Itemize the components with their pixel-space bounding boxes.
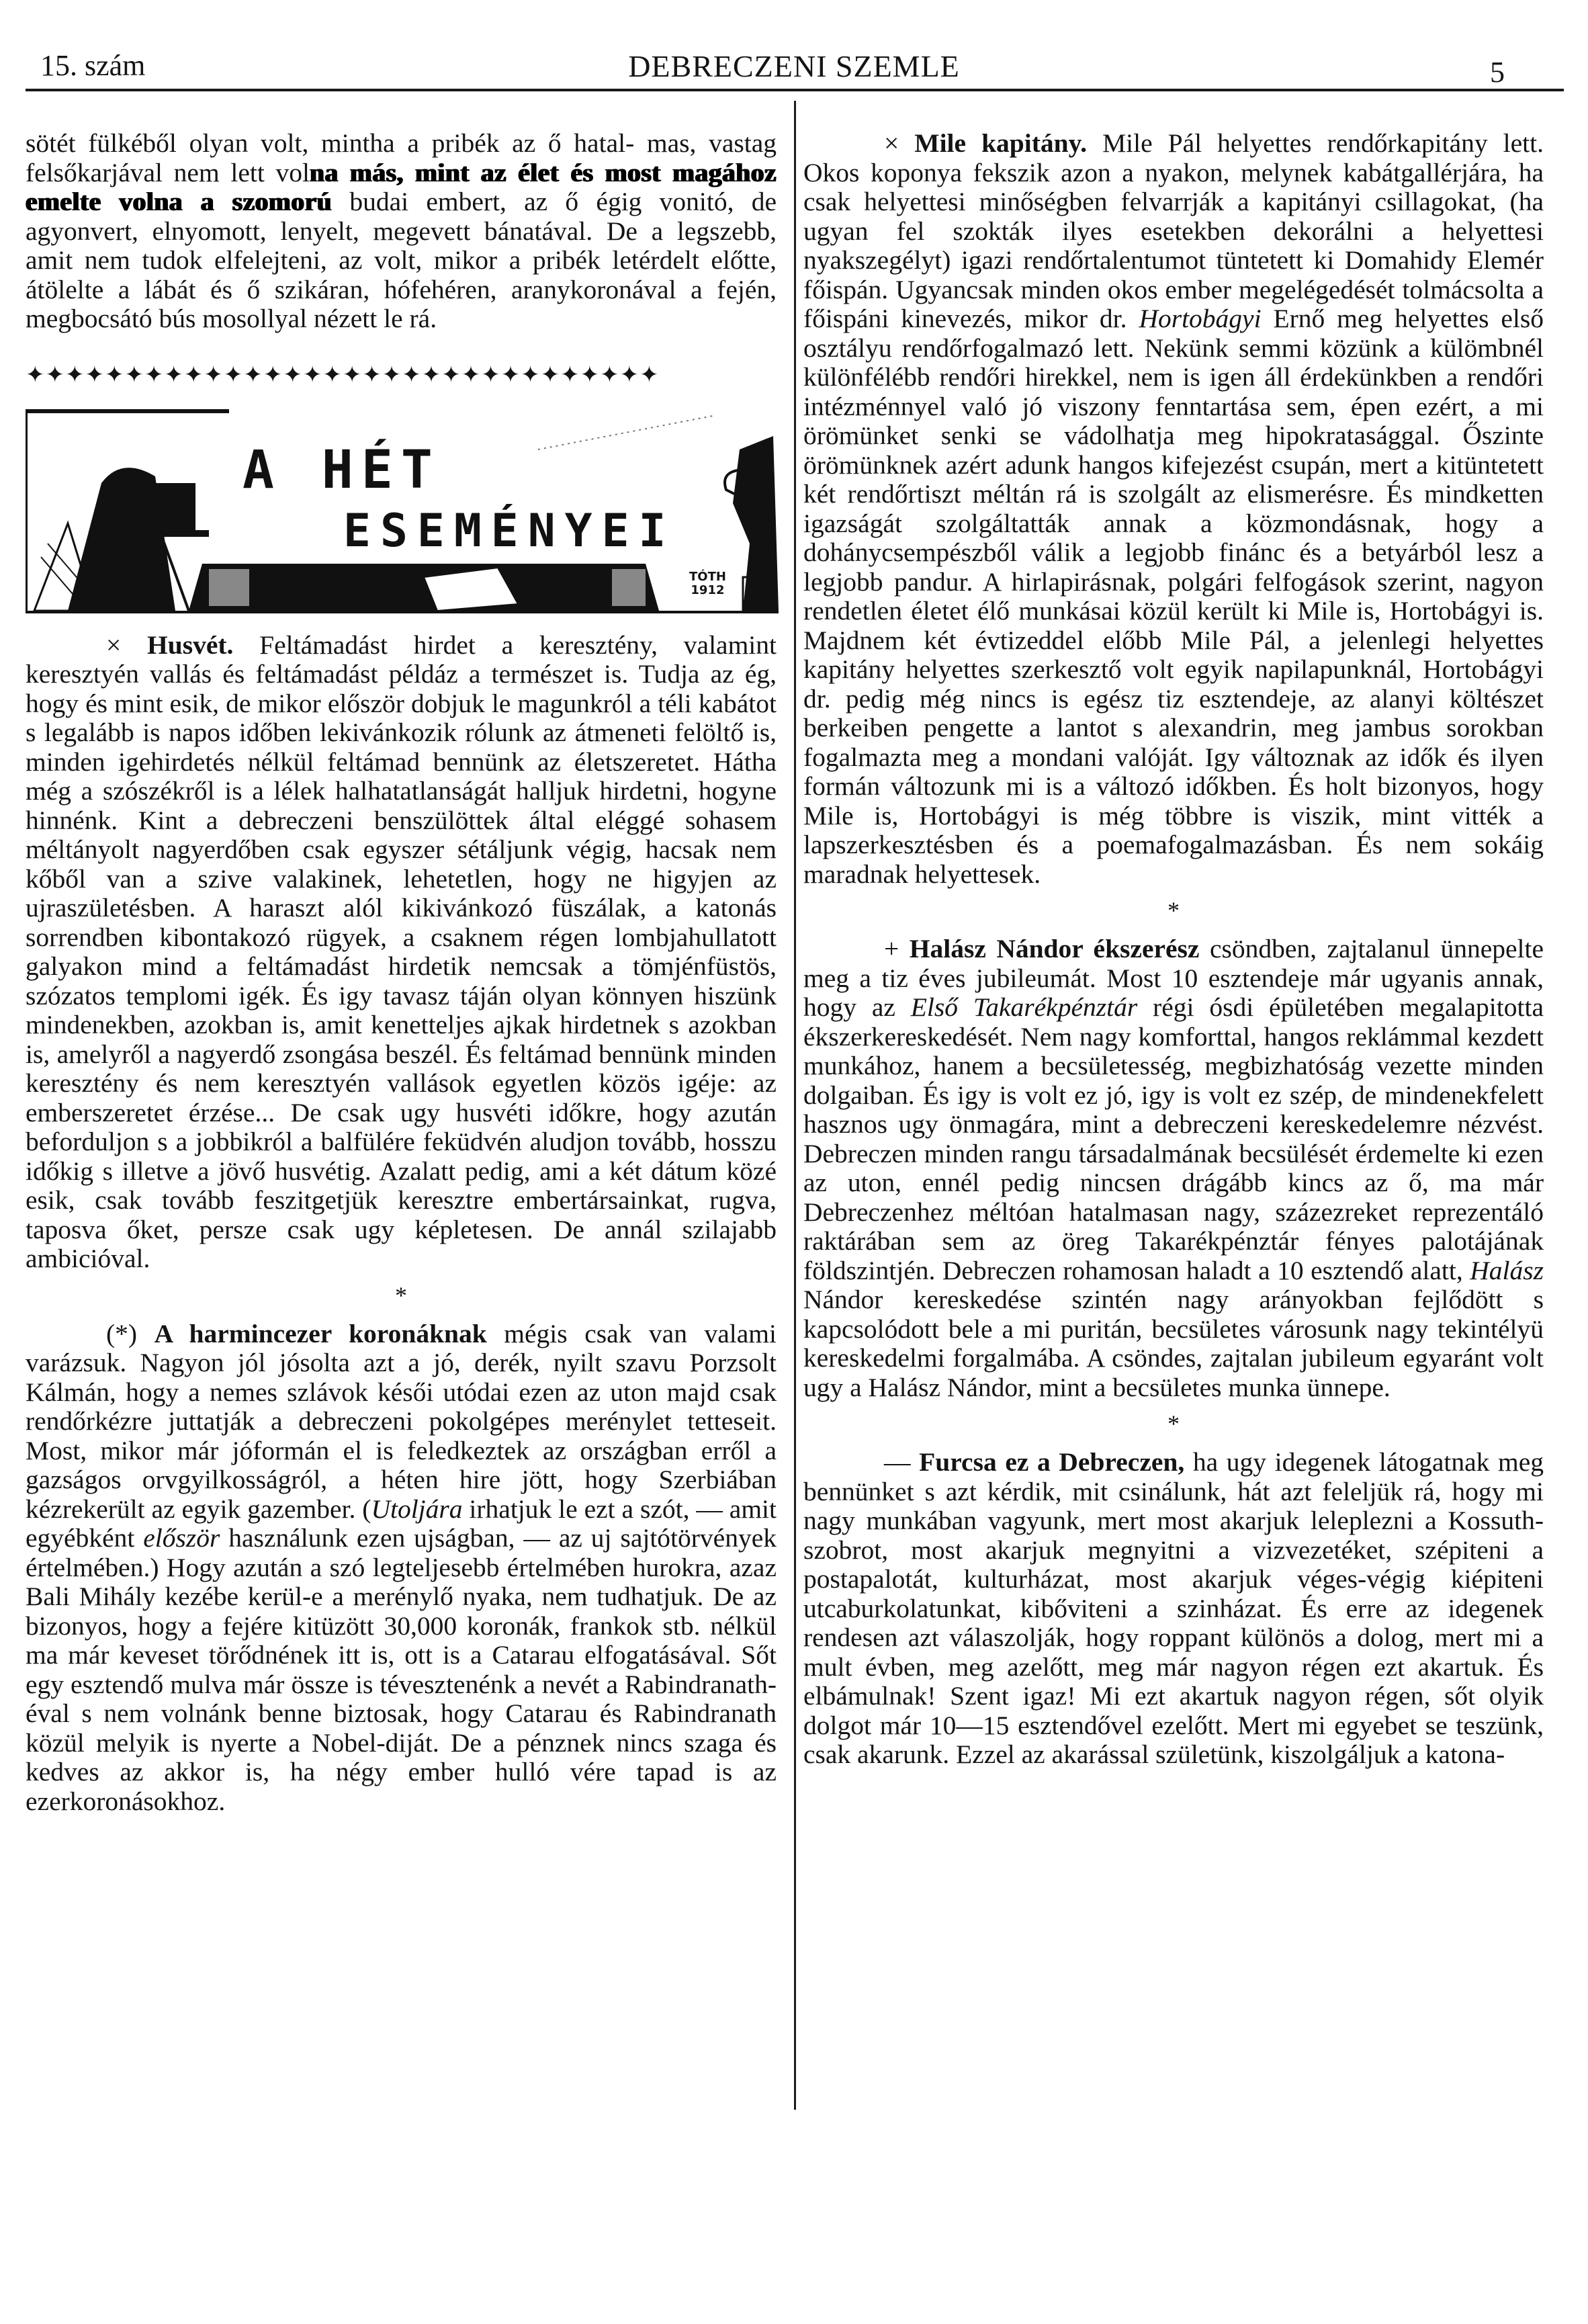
article-italic-2: Halász [1470,1255,1544,1285]
illustration-title-line-1: A HÉT [242,439,441,501]
ornamental-divider: ✦✦✦✦✦✦✦✦✦✦✦✦✦✦✦✦✦✦✦✦✦✦✦✦✦✦✦✦✦✦✦✦ [26,362,660,388]
page-header [0,0,1588,101]
article-italic-2: először [143,1523,220,1553]
article-marker: — [884,1447,911,1477]
article-body: ha ugy idegenek látogatnak meg bennünket s azt kérdik, mit csinálunk, hát azt feleljük rá, hogy mi nagy munkában vagyunk, mert most akarjuk leleplezni a Kossuth-szobrot, most akarjuk megnyitni a vizvezetéket, szépiteni a postapalotát, kulturházat, most akarjuk véges-végig kiépiteni utcaburkolatunkat, kibőviteni a szinházat. És erre az idegenek rendesen azt válaszolják, hogy roppant különös a dolog, mert mi a mult évben, meg azelőtt, meg már nagyon régen ezt akartuk. És elbámulnak! Szent igaz! Mi ezt akartuk nagyon régen, sőt olyik dolgot már 10—15 esztendővel ezelőtt. Mert mi egyebet se teszünk, csak akarunk. Ezzel az akarással születünk, kiszolgáljuk a katona- [803,1447,1544,1769]
right-column [803,129,1544,1770]
article-body-part-1: mégis csak van valami varázsuk. Nagyon jól jósolta azt a jó, derék, nyilt szavu Porzsolt Kálmán, hogy a nemes szlávok késői utódai ezen az uton majd csak rendőrkézre juttatják a debreczeni pokolgépes merénylet tetteseit. Most, mikor már jóformán el is feledkeztek az országban erről a gazságos orvgyilkosságról, a héten hire jött, hogy Szerbiában kézrekerült az egyik gazember. ( [26,1318,777,1524]
article-heading: Halász Nándor ékszerész [909,934,1200,963]
intro-line-3-smudged: az élet és most magához emelte volna a szomorú [26,157,777,216]
intro-rest: budai embert, az ő égig vonitó, de agyonvert, elnyomott, lenyelt, megevett bánatával. De a legszebb, amit nem tudok elfelejteni, az volt, mikor a pribék letérdelt előtte, átölelte a lábát és ő szikáran, hófehéren, aranykoronával a fején, megbocsátó bús mosollyal nézett le rá. [26,187,777,333]
article-body-part-3: használunk ezen ujságban, — az uj sajtótörvények értelmében.) Hogy azután a szó legteljesebb értelmében hurokra, azaz Bali Mihály kezébe kerül-e a merénylő nyaka, nem tudhatjuk. De az bizonyos, hogy a fejére kitüzött 30,000 koronák, frankok stb. nélkül ma már keveset törődnének itt is, ott is a Catarau elfogatásával. Sőt egy esztendő mulva már össze is tévesztenénk a nevét a Rabindranath-éval s nem volnánk benne biztosak, hogy Catarau és Rabindranath közül melyik is nyerte a Nobel-diját. De a pénznek nincs szaga és kedves az akkor is, ha négy ember hulló vére tapad is az ezerkoronásokhoz. [26,1523,777,1816]
article-body-part-3: Nándor kereskedése szintén nagy arányokban fejlődött s kapcsolódott bele a mi puritán, becsületes városunk nagy tekintélyü kereskedelmi forgalmába. A csöndes, zajtalan jubileum egyaránt volt ugy a Halász Nándor, mint a becsületes munka ünnepe. [803,1285,1544,1402]
masthead-title: DEBRECZENI SZEMLE [628,49,960,83]
article-halasz-nandor [803,935,1544,1402]
article-mile-kapitany [803,129,1544,889]
intro-line-2a: mas, vastag felsőkarjával nem lett vol [26,128,777,187]
article-body-part-2: irhatjuk le ezt a szót, — amit egyébként [26,1494,777,1553]
intro-paragraph [26,129,777,334]
header-rule [26,89,1564,91]
article-body-part-2: régi ósdi épületében megalapitotta ékszerkereskedését. Nem nagy komforttal, hangos reklámmal kezdett munkához, hanem a becsületesség, megbizhatóság vezette minden dolgaiban. És igy is volt ez jó, igy is volt ez szép, de mindenekfelett hasznos ugy önmagára, mint a debreczeni kereskedelemre nézvést. Debreczen minden rangu társadalmának becsülését érdemelte ki ezen az uton, ennél pedig nincsen drágább kincs az ő, ma már Debreczenhez méltóan hatalmasan nagy, százezreket reprezentáló raktárában sem az öreg Takarékpénztár fényes palotájának földszintjén. Debreczen rohamosan haladt a 10 esztendő alatt, [803,992,1544,1285]
article-body: Feltámadást hirdet a keresztény, valamint keresztyén vallás és feltámadást példáz a természet is. Tudja az ég, hogy és mint esik, de mikor először dobjuk le magunkról a téli kabátot s legalább is napos időben lekivánkozik rólunk az átmeneti felöltő is, minden igehirdetés nélkül feltámad bennünk az életszeretet. Hátha még a szószékről is a lélek halhatatlanságát halljuk hirdetni, hogyne hinnénk. Kint a debreczeni benszülöttek által eléggé sohasem méltányolt nagyerdőben csak egyszer sétáljunk végig, hacsak nem kőből van a szive valakinek, lehetetlen, hogy ne higyjen az ujraszületésben. A haraszt alól kikivánkozó füszálak, a katonás sorrendben kibontakozó rügyek, a csaknem régen lombjahullatott galyakon mind a feltámadást hirdetik nemcsak a tömjénfüstös, szózatos templomi igék. És igy tavasz táján olyan könnyen hiszünk mindenekben, azokban is, amit kenetteljes ajkak hirdetnek s azokban is, amelyről a nagyerdő zsongása beszél. És feltámad bennünk minden keresztény és nem keresztyén vallások egyetlen közös igéje: az emberszeretet érzése... De csak ugy husvéti időkre, hogy azután beforduljon s a jobbikról a balfülére feküdvén aludjon tovább, hosszu időkig s illetve a jövő husvétig. Azalatt pedig, ami a két dátum közé esik, csak tovább feszitgetjük keresztre embertársainkat, rugva, taposva őket, persze csak ugy képletesen. De annál szilajabb ambicióval. [26,630,777,1273]
section-separator: * [1167,897,1180,924]
article-furcsa-debreczen [803,1448,1544,1770]
article-italic-1: Első Takarékpénztár [910,992,1138,1022]
article-marker: × [106,630,122,660]
article-heading: A harmincezer koronáknak [154,1318,487,1348]
article-heading: Husvét. [147,630,234,660]
section-separator: * [395,1281,407,1309]
article-husvet [26,631,777,1274]
article-heading: Furcsa ez a Debreczen, [919,1447,1185,1477]
article-body-part-1: Mile Pál helyettes rendőrkapitány lett. Okos koponya fekszik azon a nyakon, melynek kabátgallérjára, ha csak helyettesi minőségben felvarrják a kapitányi csillagokat, (ha ugyan fel szokták ilyes esetekben dekorálni a helyettesi nyakszegélyt) igazi rendőrtalentumot tüntetett ki Domahidy Elemér főispán. Ugyancsak minden okos ember megelégedését tolmácsolta a főispáni kinevezés, mikor dr. [803,128,1544,333]
intro-line-2b-smudged: na más, mint [310,157,470,187]
issue-number: 15. szám [40,49,146,82]
article-marker: + [884,934,899,963]
article-marker: × [884,128,899,158]
intro-line-1: sötét fülkéből olyan volt, mintha a pribék az ő hatal- [26,128,635,158]
article-italic-1: Hortobágyi [1139,304,1262,333]
article-marker: (*) [106,1318,138,1348]
photographer-figure-icon [725,436,779,611]
table-with-papers-icon [189,564,659,611]
article-body-part-1: csöndben, zajtalanul ünnepelte meg a tiz éves jubileumát. Most 10 esztendeje már ugyanis annak, hogy az [803,934,1544,1022]
article-heading: Mile kapitány. [914,128,1088,158]
signature-name: TÓTH [689,569,726,584]
left-column [26,129,777,1816]
section-separator: * [1167,1410,1180,1437]
page-number: 5 [1490,56,1505,89]
section-illustration [26,409,779,613]
article-harmincezer [26,1320,777,1817]
illustration-title-line-2: ESEMÉNYEI [343,504,676,558]
artist-signature [689,570,726,597]
article-body-part-2: Ernő meg helyettes első osztályu rendőrfogalmazó lett. Nekünk semmi közünk a külömbnél különfélébb rendőri hirekkel, nem is igen áll érdekünkben a rendőri intézménnyel való jó viszony fenntartása sem, épen ezért, a mi örömünket senki se vádolhatja meg hipokratasággal. Őszinte örömünknek azért adunk hangos kifejezést csupán, mert a kitüntetett két rendőrtiszt méltán rá is szolgált az elismerésre. És mindketten igazságát szolgáltatták annak a közmondásnak, hogy a dohánycsempészből válik a legjobb finánc és a betyárból lesz a legjobb pandur. A hirlapirásnak, polgári felfogások szerint, nagyon rendetlen életet élő munkásai közül került ki Mile is, Hortobágyi is. Majdnem két évtizeddel előbb Mile Pál, a jelenlegi helyettes kapitány helyettes szerkesztő volt egyik napilapunknál, Hortobágyi dr. pedig még nincs is egész tiz esztendeje, az alanyi költészet berkeiben pengette a lantot s alexandrin, meg jambus sorokban fogalmazta meg a mondani valóját. Igy változnak az idők és ilyen formán változunk mi is a változó időkben. És holt bizonyos, hogy Mile is, Hortobágyi is még többre is viszik, mint vitték a lapszerkesztésben és a poemafogalmazásban. És nem sokáig maradnak helyettesek. [803,304,1544,889]
article-italic-1: Utoljára [371,1494,463,1524]
signature-year: 1912 [691,583,725,597]
column-divider [794,101,796,2110]
camera-icon [34,468,209,611]
